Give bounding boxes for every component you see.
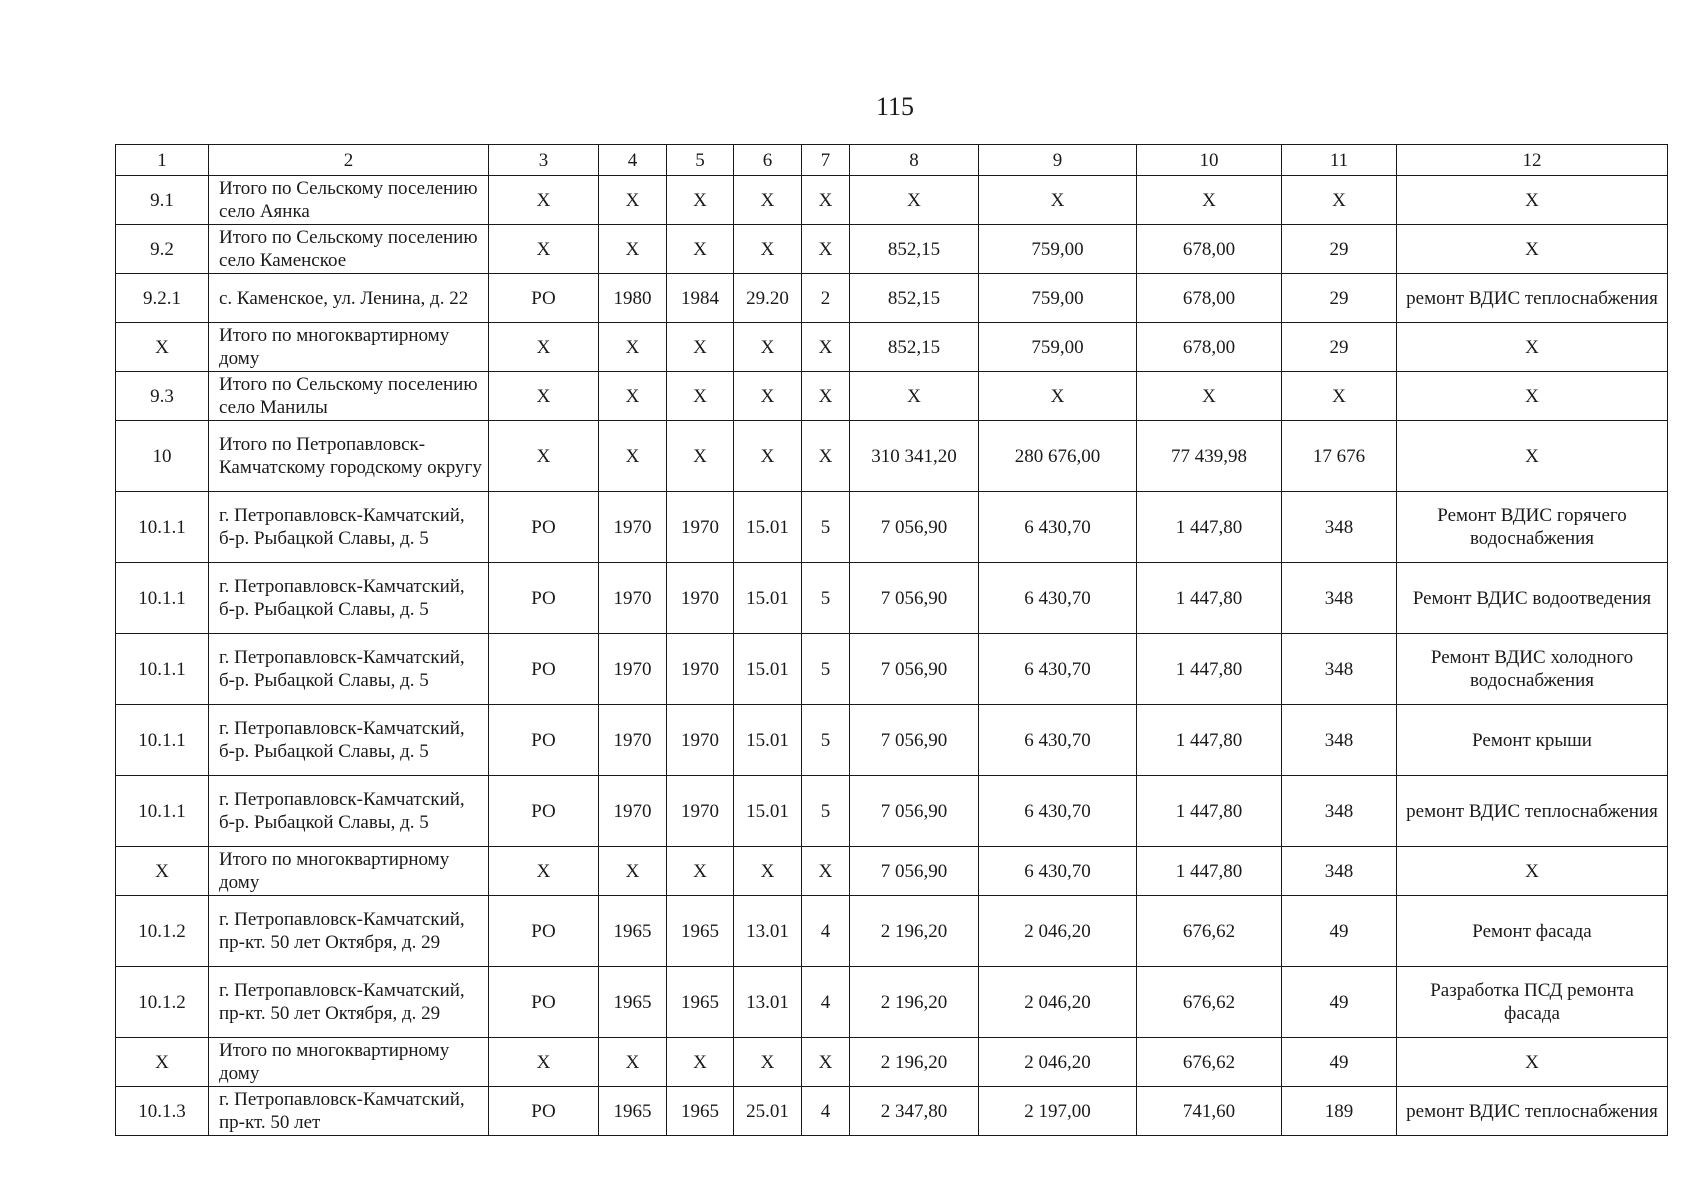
row-number-cell: 10.1.1 <box>116 563 209 634</box>
residents-cell: 348 <box>1282 847 1397 896</box>
total-area-cell: 310 341,20 <box>850 421 979 492</box>
commission-year-cell: 1970 <box>667 776 734 847</box>
method-cell: РО <box>489 274 599 323</box>
address-cell: г. Петропавловск-Камчатский, б-р. Рыбацкой Славы, д. 5 <box>209 634 489 705</box>
table-row <box>116 421 1668 492</box>
living-area-cell: X <box>979 372 1137 421</box>
floors-cell: 5 <box>802 705 850 776</box>
row-number-cell: 10 <box>116 421 209 492</box>
built-year-cell: 1970 <box>599 563 667 634</box>
commission-year-cell: X <box>667 1038 734 1087</box>
code-cell: X <box>734 421 802 492</box>
column-header: 5 <box>667 145 734 176</box>
built-year-cell: 1965 <box>599 967 667 1038</box>
residents-cell: X <box>1282 372 1397 421</box>
address-cell: г. Петропавловск-Камчатский, б-р. Рыбацкой Славы, д. 5 <box>209 705 489 776</box>
code-cell: 15.01 <box>734 492 802 563</box>
code-cell: X <box>734 323 802 372</box>
address-cell: Итого по Петропавловск-Камчатскому городскому округу <box>209 421 489 492</box>
cost-cell: 1 447,80 <box>1137 847 1282 896</box>
code-cell: 15.01 <box>734 705 802 776</box>
row-number-cell: 10.1.1 <box>116 492 209 563</box>
work-type-cell: ремонт ВДИС теплоснабжения <box>1397 1087 1668 1136</box>
commission-year-cell: X <box>667 421 734 492</box>
built-year-cell: 1965 <box>599 1087 667 1136</box>
floors-cell: X <box>802 176 850 225</box>
table-row <box>116 323 1668 372</box>
residents-cell: 348 <box>1282 492 1397 563</box>
table-row <box>116 705 1668 776</box>
method-cell: РО <box>489 896 599 967</box>
floors-cell: 5 <box>802 492 850 563</box>
living-area-cell: 759,00 <box>979 225 1137 274</box>
method-cell: X <box>489 372 599 421</box>
method-cell: РО <box>489 563 599 634</box>
work-type-cell: X <box>1397 421 1668 492</box>
table-body <box>116 145 1668 1136</box>
cost-cell: 678,00 <box>1137 274 1282 323</box>
commission-year-cell: X <box>667 372 734 421</box>
built-year-cell: X <box>599 225 667 274</box>
built-year-cell: 1970 <box>599 776 667 847</box>
code-cell: 15.01 <box>734 776 802 847</box>
residents-cell: 348 <box>1282 634 1397 705</box>
code-cell: 13.01 <box>734 967 802 1038</box>
column-header: 9 <box>979 145 1137 176</box>
built-year-cell: 1970 <box>599 634 667 705</box>
commission-year-cell: 1984 <box>667 274 734 323</box>
total-area-cell: 7 056,90 <box>850 492 979 563</box>
built-year-cell: 1970 <box>599 492 667 563</box>
commission-year-cell: 1970 <box>667 705 734 776</box>
method-cell: X <box>489 323 599 372</box>
row-number-cell: X <box>116 323 209 372</box>
method-cell: X <box>489 847 599 896</box>
cost-cell: X <box>1137 176 1282 225</box>
commission-year-cell: X <box>667 323 734 372</box>
commission-year-cell: 1970 <box>667 634 734 705</box>
address-cell: Итого по Сельскому поселению село Каменское <box>209 225 489 274</box>
total-area-cell: 7 056,90 <box>850 634 979 705</box>
column-header: 10 <box>1137 145 1282 176</box>
built-year-cell: X <box>599 847 667 896</box>
address-cell: Итого по Сельскому поселению село Аянка <box>209 176 489 225</box>
work-type-cell: X <box>1397 225 1668 274</box>
living-area-cell: 6 430,70 <box>979 847 1137 896</box>
total-area-cell: 2 196,20 <box>850 967 979 1038</box>
cost-cell: 77 439,98 <box>1137 421 1282 492</box>
column-header: 3 <box>489 145 599 176</box>
commission-year-cell: X <box>667 847 734 896</box>
address-cell: г. Петропавловск-Камчатский, б-р. Рыбацкой Славы, д. 5 <box>209 492 489 563</box>
address-cell: г. Петропавловск-Камчатский, пр-кт. 50 лет Октября, д. 29 <box>209 896 489 967</box>
address-cell: г. Петропавловск-Камчатский, б-р. Рыбацкой Славы, д. 5 <box>209 563 489 634</box>
cost-cell: 1 447,80 <box>1137 492 1282 563</box>
row-number-cell: 10.1.2 <box>116 896 209 967</box>
column-header: 8 <box>850 145 979 176</box>
code-cell: 15.01 <box>734 563 802 634</box>
row-number-cell: 10.1.2 <box>116 967 209 1038</box>
table-row <box>116 776 1668 847</box>
living-area-cell: 2 046,20 <box>979 967 1137 1038</box>
cost-cell: 1 447,80 <box>1137 563 1282 634</box>
floors-cell: 5 <box>802 634 850 705</box>
floors-cell: X <box>802 421 850 492</box>
column-header: 4 <box>599 145 667 176</box>
code-cell: 25.01 <box>734 1087 802 1136</box>
work-type-cell: Ремонт ВДИС водоотведения <box>1397 563 1668 634</box>
living-area-cell: 759,00 <box>979 323 1137 372</box>
work-type-cell: Ремонт крыши <box>1397 705 1668 776</box>
work-type-cell: Ремонт ВДИС горячего водоснабжения <box>1397 492 1668 563</box>
commission-year-cell: X <box>667 176 734 225</box>
commission-year-cell: 1965 <box>667 896 734 967</box>
method-cell: РО <box>489 967 599 1038</box>
method-cell: X <box>489 421 599 492</box>
residents-cell: 348 <box>1282 705 1397 776</box>
method-cell: X <box>489 176 599 225</box>
total-area-cell: 7 056,90 <box>850 776 979 847</box>
address-cell: г. Петропавловск-Камчатский, пр-кт. 50 лет <box>209 1087 489 1136</box>
code-cell: X <box>734 176 802 225</box>
table-row <box>116 563 1668 634</box>
table-row <box>116 492 1668 563</box>
cost-cell: 1 447,80 <box>1137 776 1282 847</box>
work-type-cell: X <box>1397 847 1668 896</box>
residents-cell: 49 <box>1282 1038 1397 1087</box>
built-year-cell: X <box>599 176 667 225</box>
column-header: 12 <box>1397 145 1668 176</box>
register-table <box>115 144 1668 1136</box>
cost-cell: X <box>1137 372 1282 421</box>
code-cell: X <box>734 225 802 274</box>
floors-cell: 4 <box>802 1087 850 1136</box>
work-type-cell: X <box>1397 372 1668 421</box>
living-area-cell: 2 046,20 <box>979 896 1137 967</box>
work-type-cell: Ремонт фасада <box>1397 896 1668 967</box>
living-area-cell: 6 430,70 <box>979 563 1137 634</box>
cost-cell: 678,00 <box>1137 323 1282 372</box>
code-cell: 13.01 <box>734 896 802 967</box>
table-row <box>116 372 1668 421</box>
method-cell: РО <box>489 1087 599 1136</box>
cost-cell: 741,60 <box>1137 1087 1282 1136</box>
residents-cell: 348 <box>1282 776 1397 847</box>
table-row <box>116 1038 1668 1087</box>
residents-cell: 49 <box>1282 896 1397 967</box>
floors-cell: X <box>802 847 850 896</box>
method-cell: X <box>489 1038 599 1087</box>
address-cell: Итого по многоквартирному дому <box>209 323 489 372</box>
floors-cell: 4 <box>802 967 850 1038</box>
residents-cell: 189 <box>1282 1087 1397 1136</box>
living-area-cell: 6 430,70 <box>979 492 1137 563</box>
cost-cell: 1 447,80 <box>1137 634 1282 705</box>
residents-cell: 29 <box>1282 323 1397 372</box>
total-area-cell: 2 196,20 <box>850 896 979 967</box>
built-year-cell: X <box>599 372 667 421</box>
column-header: 2 <box>209 145 489 176</box>
commission-year-cell: 1965 <box>667 1087 734 1136</box>
table-row <box>116 967 1668 1038</box>
built-year-cell: 1970 <box>599 705 667 776</box>
method-cell: РО <box>489 492 599 563</box>
commission-year-cell: 1970 <box>667 492 734 563</box>
residents-cell: 49 <box>1282 967 1397 1038</box>
built-year-cell: 1965 <box>599 896 667 967</box>
row-number-cell: 10.1.1 <box>116 705 209 776</box>
code-cell: 15.01 <box>734 634 802 705</box>
built-year-cell: X <box>599 1038 667 1087</box>
header-row <box>116 145 1668 176</box>
cost-cell: 678,00 <box>1137 225 1282 274</box>
total-area-cell: 852,15 <box>850 225 979 274</box>
residents-cell: X <box>1282 176 1397 225</box>
living-area-cell: 6 430,70 <box>979 776 1137 847</box>
page-number: 115 <box>875 92 915 121</box>
address-cell: с. Каменское, ул. Ленина, д. 22 <box>209 274 489 323</box>
total-area-cell: 7 056,90 <box>850 705 979 776</box>
row-number-cell: X <box>116 847 209 896</box>
work-type-cell: X <box>1397 176 1668 225</box>
residents-cell: 29 <box>1282 225 1397 274</box>
row-number-cell: 9.1 <box>116 176 209 225</box>
residents-cell: 29 <box>1282 274 1397 323</box>
living-area-cell: 6 430,70 <box>979 634 1137 705</box>
row-number-cell: 9.2 <box>116 225 209 274</box>
commission-year-cell: 1965 <box>667 967 734 1038</box>
cost-cell: 1 447,80 <box>1137 705 1282 776</box>
work-type-cell: Ремонт ВДИС холодного водоснабжения <box>1397 634 1668 705</box>
address-cell: Итого по многоквартирному дому <box>209 847 489 896</box>
living-area-cell: 2 197,00 <box>979 1087 1137 1136</box>
method-cell: РО <box>489 776 599 847</box>
work-type-cell: Разработка ПСД ремонта фасада <box>1397 967 1668 1038</box>
address-cell: Итого по Сельскому поселению село Манилы <box>209 372 489 421</box>
row-number-cell: 10.1.1 <box>116 776 209 847</box>
work-type-cell: X <box>1397 323 1668 372</box>
living-area-cell: X <box>979 176 1137 225</box>
commission-year-cell: X <box>667 225 734 274</box>
column-header: 7 <box>802 145 850 176</box>
floors-cell: X <box>802 1038 850 1087</box>
total-area-cell: 2 196,20 <box>850 1038 979 1087</box>
code-cell: X <box>734 372 802 421</box>
column-header: 1 <box>116 145 209 176</box>
living-area-cell: 6 430,70 <box>979 705 1137 776</box>
cost-cell: 676,62 <box>1137 1038 1282 1087</box>
method-cell: X <box>489 225 599 274</box>
total-area-cell: 2 347,80 <box>850 1087 979 1136</box>
living-area-cell: 759,00 <box>979 274 1137 323</box>
cost-cell: 676,62 <box>1137 967 1282 1038</box>
address-cell: г. Петропавловск-Камчатский, б-р. Рыбацкой Славы, д. 5 <box>209 776 489 847</box>
floors-cell: 5 <box>802 776 850 847</box>
code-cell: 29.20 <box>734 274 802 323</box>
method-cell: РО <box>489 705 599 776</box>
table-row <box>116 847 1668 896</box>
row-number-cell: 10.1.1 <box>116 634 209 705</box>
column-header: 6 <box>734 145 802 176</box>
row-number-cell: 10.1.3 <box>116 1087 209 1136</box>
method-cell: РО <box>489 634 599 705</box>
residents-cell: 348 <box>1282 563 1397 634</box>
total-area-cell: 852,15 <box>850 323 979 372</box>
row-number-cell: 9.2.1 <box>116 274 209 323</box>
table-row <box>116 225 1668 274</box>
total-area-cell: X <box>850 176 979 225</box>
floors-cell: 2 <box>802 274 850 323</box>
code-cell: X <box>734 847 802 896</box>
total-area-cell: 852,15 <box>850 274 979 323</box>
floors-cell: X <box>802 372 850 421</box>
row-number-cell: 9.3 <box>116 372 209 421</box>
built-year-cell: X <box>599 421 667 492</box>
floors-cell: X <box>802 323 850 372</box>
table-row <box>116 1087 1668 1136</box>
living-area-cell: 280 676,00 <box>979 421 1137 492</box>
column-header: 11 <box>1282 145 1397 176</box>
address-cell: г. Петропавловск-Камчатский, пр-кт. 50 лет Октября, д. 29 <box>209 967 489 1038</box>
table-row <box>116 634 1668 705</box>
table-row <box>116 176 1668 225</box>
total-area-cell: 7 056,90 <box>850 847 979 896</box>
code-cell: X <box>734 1038 802 1087</box>
total-area-cell: 7 056,90 <box>850 563 979 634</box>
floors-cell: 4 <box>802 896 850 967</box>
floors-cell: X <box>802 225 850 274</box>
work-type-cell: ремонт ВДИС теплоснабжения <box>1397 274 1668 323</box>
work-type-cell: ремонт ВДИС теплоснабжения <box>1397 776 1668 847</box>
table-row <box>116 274 1668 323</box>
floors-cell: 5 <box>802 563 850 634</box>
built-year-cell: 1980 <box>599 274 667 323</box>
work-type-cell: X <box>1397 1038 1668 1087</box>
built-year-cell: X <box>599 323 667 372</box>
table-row <box>116 896 1668 967</box>
address-cell: Итого по многоквартирному дому <box>209 1038 489 1087</box>
living-area-cell: 2 046,20 <box>979 1038 1137 1087</box>
total-area-cell: X <box>850 372 979 421</box>
cost-cell: 676,62 <box>1137 896 1282 967</box>
commission-year-cell: 1970 <box>667 563 734 634</box>
residents-cell: 17 676 <box>1282 421 1397 492</box>
row-number-cell: X <box>116 1038 209 1087</box>
